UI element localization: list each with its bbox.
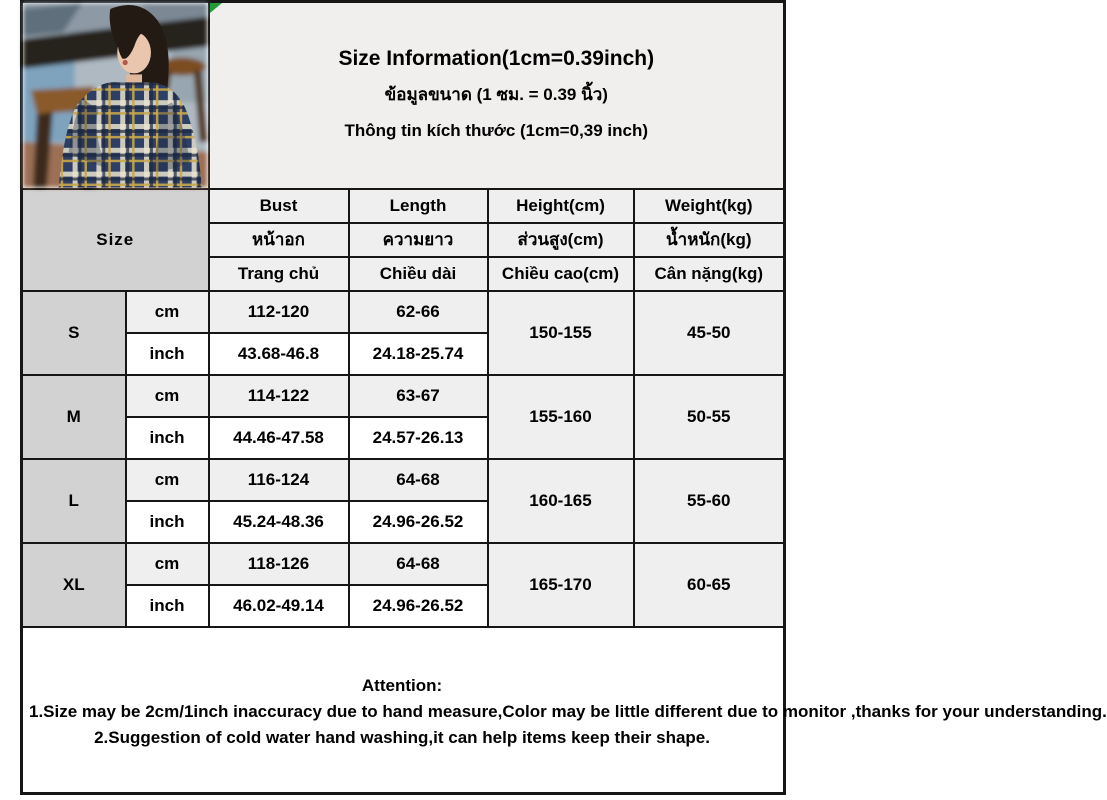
m-bust-cm: 114-122 <box>209 375 349 417</box>
unit-label-inch: inch <box>126 501 209 543</box>
m-height: 155-160 <box>488 375 634 459</box>
header-bust-vi: Trang chủ <box>209 257 349 291</box>
header-bust-th: หน้าอก <box>209 223 349 257</box>
attention-note-2: 2.Suggestion of cold water hand washing,it can help items keep their shape. <box>94 727 710 747</box>
header-row-en <box>22 189 785 223</box>
cell-corner-flag-icon <box>210 3 222 13</box>
header-height-th: ส่วนสูง(cm) <box>488 223 634 257</box>
xl-bust-inch: 46.02-49.14 <box>209 585 349 627</box>
s-length-cm: 62-66 <box>349 291 488 333</box>
l-bust-inch: 45.24-48.36 <box>209 501 349 543</box>
m-bust-inch: 44.46-47.58 <box>209 417 349 459</box>
l-length-inch: 24.96-26.52 <box>349 501 488 543</box>
header-length-th: ความยาว <box>349 223 488 257</box>
size-l-label: L <box>22 459 126 543</box>
header-height-vi: Chiều cao(cm) <box>488 257 634 291</box>
header-banner-row <box>22 2 785 189</box>
m-length-inch: 24.57-26.13 <box>349 417 488 459</box>
header-bust-en: Bust <box>209 189 349 223</box>
title-english: Size Information(1cm=0.39inch) <box>338 47 655 71</box>
size-s-label: S <box>22 291 126 375</box>
xl-length-inch: 24.96-26.52 <box>349 585 488 627</box>
attention-note-1: 1.Size may be 2cm/1inch inaccuracy due to hand measure,Color may be little different due to monitor ,thanks for your understanding. <box>29 701 1107 721</box>
attention-row <box>22 627 785 794</box>
row-l-cm <box>22 459 785 501</box>
row-m-cm <box>22 375 785 417</box>
s-length-inch: 24.18-25.74 <box>349 333 488 375</box>
size-xl-label: XL <box>22 543 126 627</box>
product-photo-cell <box>22 2 209 189</box>
size-m-label: M <box>22 375 126 459</box>
unit-label-inch: inch <box>126 585 209 627</box>
size-column-header: Size <box>22 189 209 291</box>
header-length-vi: Chiều dài <box>349 257 488 291</box>
xl-bust-cm: 118-126 <box>209 543 349 585</box>
xl-height: 165-170 <box>488 543 634 627</box>
title-vietnamese: Thông tin kích thước (1cm=0,39 inch) <box>344 121 649 141</box>
s-weight: 45-50 <box>634 291 785 375</box>
unit-label-cm: cm <box>126 459 209 501</box>
size-chart-table <box>20 0 1107 795</box>
model-photo <box>23 3 208 188</box>
header-length-en: Length <box>349 189 488 223</box>
size-chart-sheet <box>20 0 1107 797</box>
header-height-en: Height(cm) <box>488 189 634 223</box>
m-length-cm: 63-67 <box>349 375 488 417</box>
s-height: 150-155 <box>488 291 634 375</box>
s-bust-inch: 43.68-46.8 <box>209 333 349 375</box>
unit-label-inch: inch <box>126 417 209 459</box>
l-height: 160-165 <box>488 459 634 543</box>
xl-weight: 60-65 <box>634 543 785 627</box>
l-weight: 55-60 <box>634 459 785 543</box>
header-weight-th: น้ำหนัก(kg) <box>634 223 785 257</box>
s-bust-cm: 112-120 <box>209 291 349 333</box>
title-thai: ข้อมูลขนาด (1 ซม. = 0.39 นิ้ว) <box>384 85 608 105</box>
unit-label-cm: cm <box>126 291 209 333</box>
unit-label-cm: cm <box>126 543 209 585</box>
attention-cell <box>22 627 1107 794</box>
unit-label-cm: cm <box>126 375 209 417</box>
m-weight: 50-55 <box>634 375 785 459</box>
row-xl-cm <box>22 543 785 585</box>
title-cell <box>209 2 785 189</box>
unit-label-inch: inch <box>126 333 209 375</box>
attention-heading: Attention: <box>361 676 443 695</box>
header-weight-en: Weight(kg) <box>634 189 785 223</box>
header-weight-vi: Cân nặng(kg) <box>634 257 785 291</box>
l-bust-cm: 116-124 <box>209 459 349 501</box>
xl-length-cm: 64-68 <box>349 543 488 585</box>
l-length-cm: 64-68 <box>349 459 488 501</box>
row-s-cm <box>22 291 785 333</box>
